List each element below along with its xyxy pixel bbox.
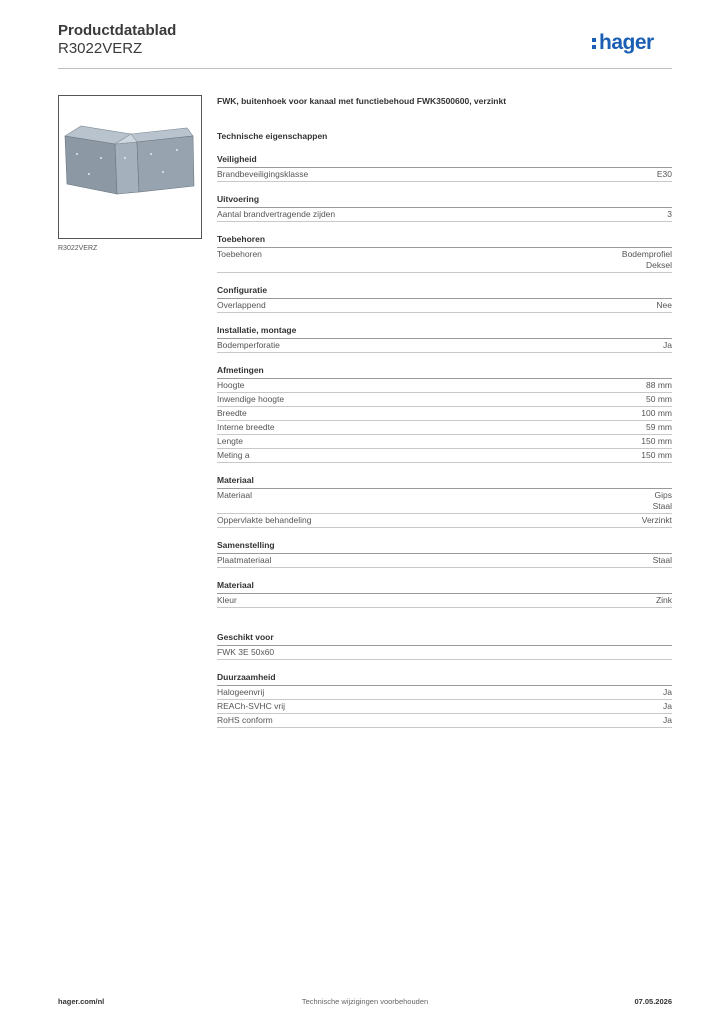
spec-row <box>217 379 672 393</box>
spec-value-line: 150 mm <box>641 436 672 446</box>
section-title: Uitvoering <box>217 194 672 208</box>
footer-date: 07.05.2026 <box>634 997 672 1006</box>
spec-value-line: 3 <box>667 209 672 219</box>
spec-value <box>656 595 672 606</box>
spec-section <box>217 632 672 660</box>
spec-section <box>217 325 672 353</box>
spec-row <box>217 714 672 728</box>
spec-value-line: Deksel <box>646 260 672 270</box>
section-title: Duurzaamheid <box>217 672 672 686</box>
spec-value <box>641 436 672 447</box>
spec-row <box>217 299 672 313</box>
spec-value <box>663 340 672 351</box>
spec-value-line: Staal <box>652 501 672 511</box>
spec-value-line: 50 mm <box>646 394 672 404</box>
spec-value-line: Ja <box>663 715 672 725</box>
hager-logo <box>590 28 670 56</box>
spec-value-line: Ja <box>663 687 672 697</box>
spec-value-line: 59 mm <box>646 422 672 432</box>
spec-label: Aantal brandvertragende zijden <box>217 209 336 219</box>
spec-label: REACh-SVHC vrij <box>217 701 286 711</box>
spec-value-line: Zink <box>655 595 672 605</box>
spec-section <box>217 475 672 528</box>
section-title: Afmetingen <box>217 365 672 379</box>
spec-value-line: Ja <box>663 701 672 711</box>
spec-section <box>217 365 672 463</box>
spec-label: Overlappend <box>217 300 266 310</box>
spec-label: Breedte <box>217 408 247 418</box>
image-caption: R3022VERZ <box>58 245 98 252</box>
spec-label: Hoogte <box>217 380 245 390</box>
spec-value <box>653 555 672 566</box>
spec-sections <box>217 154 672 728</box>
spec-value-line: Bodemprofiel <box>621 249 672 259</box>
spec-value <box>663 701 672 712</box>
spec-section <box>217 234 672 273</box>
spec-label: Kleur <box>217 595 237 605</box>
product-code: R3022VERZ <box>58 40 143 57</box>
spec-label: Inwendige hoogte <box>217 394 285 404</box>
spec-value-line: Staal <box>652 555 672 565</box>
spec-label: Plaatmateriaal <box>217 555 272 565</box>
spec-section <box>217 154 672 182</box>
page-header <box>58 22 672 68</box>
spec-section <box>217 540 672 568</box>
spec-row <box>217 421 672 435</box>
spec-label: Toebehoren <box>217 249 262 259</box>
spec-value <box>641 450 672 461</box>
spec-value <box>641 408 672 419</box>
document-title: Productdatablad <box>58 22 177 39</box>
product-image <box>58 95 202 239</box>
spec-value <box>657 169 672 180</box>
spec-label: Brandbeveiligingsklasse <box>217 169 309 179</box>
spec-value-line: Ja <box>663 340 672 350</box>
spec-value <box>642 515 672 526</box>
spec-value-line: Verzinkt <box>641 515 672 525</box>
spec-row <box>217 700 672 714</box>
spec-row <box>217 168 672 182</box>
spec-section <box>217 672 672 728</box>
spec-value-line: Gips <box>654 490 672 500</box>
header-divider <box>58 68 672 69</box>
spec-value <box>653 490 672 512</box>
spec-value <box>646 422 672 433</box>
spec-value-line: 88 mm <box>646 380 672 390</box>
spec-section <box>217 285 672 313</box>
spec-label: Bodemperforatie <box>217 340 280 350</box>
spec-value <box>667 209 672 220</box>
technical-heading: Technische eigenschappen <box>217 131 328 141</box>
spec-row <box>217 514 672 528</box>
spec-value-line: Nee <box>656 300 672 310</box>
product-image-drawing <box>59 96 201 238</box>
spec-value <box>646 394 672 405</box>
section-title: Geschikt voor <box>217 632 672 646</box>
spec-section <box>217 580 672 608</box>
spec-value-line: 150 mm <box>641 450 672 460</box>
section-title: Materiaal <box>217 475 672 489</box>
spec-value-line: 100 mm <box>641 408 672 418</box>
spec-row <box>217 407 672 421</box>
spec-row <box>217 208 672 222</box>
spec-row <box>217 435 672 449</box>
footer-website[interactable]: hager.com/nl <box>58 997 105 1006</box>
spec-row <box>217 489 672 514</box>
section-title: Materiaal <box>217 580 672 594</box>
spec-row <box>217 554 672 568</box>
section-title: Veiligheid <box>217 154 672 168</box>
spec-value <box>663 687 672 698</box>
brand-name: hager <box>599 31 654 54</box>
spec-row <box>217 594 672 608</box>
spec-label: Halogeenvrij <box>217 687 265 697</box>
spec-label: Interne breedte <box>217 422 275 432</box>
footer-disclaimer: Technische wijzigingen voorbehouden <box>301 997 429 1006</box>
spec-value-line: E30 <box>656 169 672 179</box>
spec-value <box>646 380 672 391</box>
spec-value <box>622 249 672 271</box>
spec-label: Oppervlakte behandeling <box>217 515 312 525</box>
spec-value <box>663 715 672 726</box>
product-description: FWK, buitenhoek voor kanaal met functiebehoud FWK3500600, verzinkt <box>217 96 507 106</box>
spec-value <box>656 300 672 311</box>
spec-row <box>217 646 672 660</box>
spec-label: Lengte <box>217 436 243 446</box>
spec-label: RoHS conform <box>217 715 273 725</box>
section-title: Configuratie <box>217 285 672 299</box>
spec-content <box>217 96 672 728</box>
section-title: Toebehoren <box>217 234 672 248</box>
spec-label: Meting a <box>217 450 250 460</box>
spec-label: Materiaal <box>217 490 252 500</box>
spec-row <box>217 339 672 353</box>
section-title: Samenstelling <box>217 540 672 554</box>
spec-row <box>217 393 672 407</box>
section-title: Installatie, montage <box>217 325 672 339</box>
spec-section <box>217 194 672 222</box>
spec-row <box>217 248 672 273</box>
spec-row <box>217 449 672 463</box>
spec-row <box>217 686 672 700</box>
spec-label: FWK 3E 50x60 <box>217 647 275 657</box>
page-footer <box>58 997 672 1011</box>
